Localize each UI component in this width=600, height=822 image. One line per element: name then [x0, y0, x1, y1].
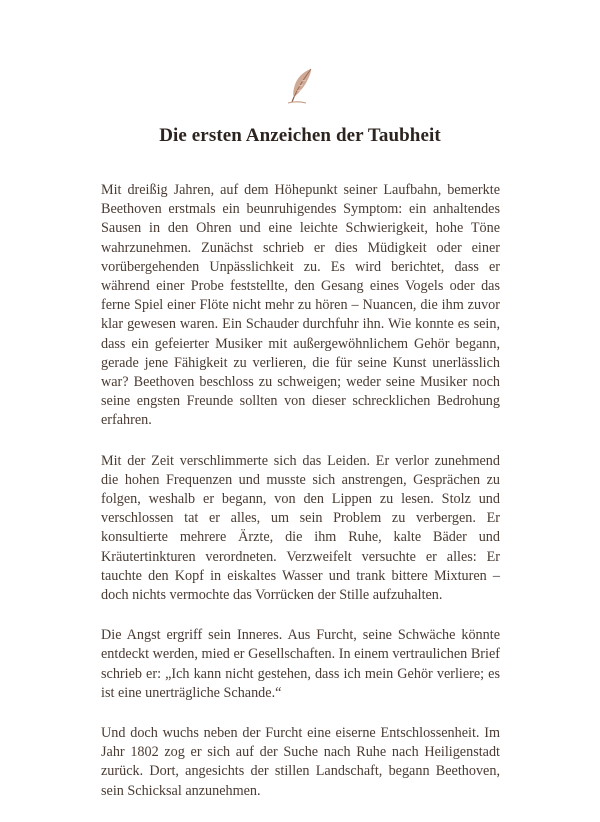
paragraph: Mit dreißig Jahren, auf dem Höhepunkt seiner Laufbahn, bemerkte Beethoven erstmals ein beunruhigendes Symptom: ein anhaltendes Sausen in den Ohren und eine leichte Schwierigkeit, hohe Töne wahrzunehmen. Zunächst schrieb er dies Müdigkeit oder einer vorübergehenden Unpässlichkeit zu. Es wird berichtet, dass er während einer Probe feststellte, den Gesang eines Vogels oder das ferne Spiel einer Flöte nicht mehr zu hören – Nuancen, die ihm zuvor klar gewesen waren. Ein Schauder durchfuhr ihn. Wie konnte es sein, dass ein gefeierter Musiker mit außergewöhnlichem Gehör begann, gerade jene Fähigkeit zu verlieren, die für seine Kunst unerlässlich war? Beethoven beschloss zu schweigen; weder seine Musiker noch seine engsten Freunde sollten von dieser schrecklichen Bedrohung erfahren.	[101, 182, 500, 429]
paragraph: Und doch wuchs neben der Furcht eine eiserne Entschlossenheit. Im Jahr 1802 zog er sich auf der Suche nach Ruhe nach Heiligenstadt zurück. Dort, angesichts der stillen Landschaft, begann Beethoven, sein Schicksal anzunehmen.	[101, 725, 500, 799]
feather-quill-icon	[284, 66, 318, 106]
paragraph: Mit der Zeit verschlimmerte sich das Leiden. Er verlor zunehmend die hohen Frequenzen und musste sich anstrengen, Gesprächen zu folgen, weshalb er begann, von den Lippen zu lesen. Stolz und verschlossen tat er alles, um sein Problem zu verbergen. Er konsultierte mehrere Ärzte, die ihm Ruhe, kalte Bäder und Kräutertinkturen verordneten. Verzweifelt versuchte er alles: Er tauchte den Kopf in eiskaltes Wasser und trank bittere Mixturen – doch nichts vermochte das Vorrücken der Stille aufzuhalten.	[101, 452, 500, 604]
feather-quill-icon-graphic	[284, 66, 318, 106]
page-title: Die ersten Anzeichen der Taubheit	[159, 125, 441, 146]
paragraph: Die Angst ergriff sein Inneres. Aus Furcht, seine Schwäche könnte entdeckt werden, mied er Gesellschaften. In einem vertraulichen Brief schrieb er: „Ich kann nicht gestehen, dass ich mein Gehör verliere; es ist eine unerträgliche Schande.“	[101, 627, 500, 701]
body-text	[101, 181, 500, 822]
